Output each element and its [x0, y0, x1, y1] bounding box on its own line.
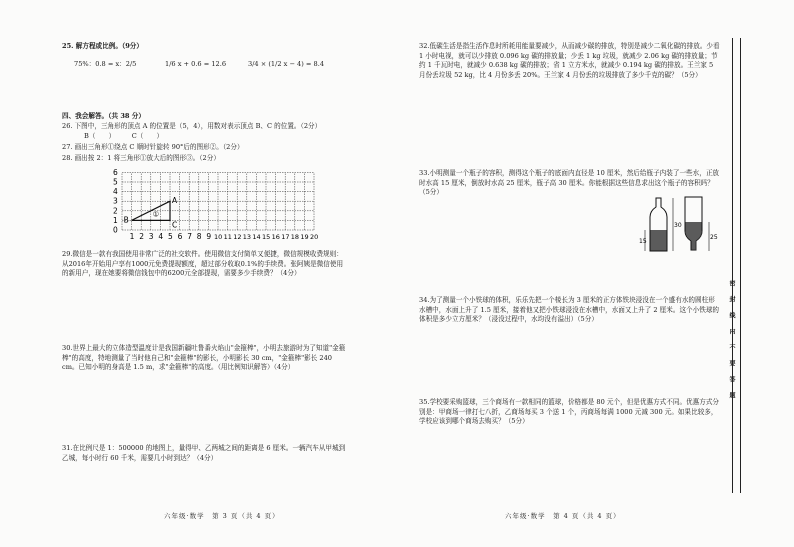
q32-text: 32.低碳生活是指生活作息时所耗用能量要减少，从而减少碳的排放，特别是减少二氧化碳的排放。少看 1 小时电视，就可以少排放 0.096 kg 碳的排放量；少丢 1 kg 垃圾，就减少 2.06 kg 碳的排放量；节约 1 千瓦时电，就减少 0.638 kg 碳的排放；省 1 立方米水，就减少 0.194 kg 碳的排放。王兰家 5 月份丢垃圾 52 kg，比 4 月份多丢 20%。王兰家 4 月份丢的垃圾排放了多少千克的碳？（5分）	[419, 42, 720, 79]
right-footer: 六年级·数学 第 4 页（共 4 页）	[505, 512, 621, 520]
q28-text: 28. 画出按 2：1 将三角形①放大后的图形③。（2分）	[62, 154, 220, 162]
x-tick-label: 19	[300, 233, 309, 241]
y-tick-label: 2	[113, 206, 118, 216]
x-tick-label: 14	[252, 233, 261, 241]
y-tick-label: 5	[113, 177, 118, 187]
q26-text: 26. 下图中，三角形的顶点 A 的位置是（5，4），用数对表示顶点 B、C 的位置。（2分）	[62, 122, 322, 130]
y-tick-label: 6	[113, 167, 118, 177]
x-tick-label: 13	[242, 233, 252, 241]
y-tick-label: 3	[113, 196, 118, 206]
q27-text: 27. 画出三角形①绕点 C 顺时针旋转 90°后的图形②。（2分）	[62, 143, 244, 151]
bottle-figure	[639, 194, 719, 254]
q29-text: 29.微信是一款有我国使用非常广泛的社交软件。使用微信支付简单又便捷，微信规模收费规则：从2016年开始用户享有1000元免费提现额度，超过部分收取0.1%的手续费。张阿姨是微信使用的新用户，现在她要将微信钱包中的6200元全部提现，需要多少手续费？（4分）	[62, 250, 344, 278]
x-tick-label: 8	[196, 232, 202, 241]
point-b-label: B	[123, 215, 129, 225]
binding-notice: 密封线内不要答题	[728, 280, 735, 408]
x-tick-label: 3	[148, 232, 154, 241]
x-tick-label: 4	[158, 232, 164, 241]
x-tick-label: 15	[262, 233, 271, 241]
binding-line-left	[732, 38, 733, 493]
x-tick-label: 16	[271, 233, 280, 241]
x-tick-label: 6	[177, 232, 183, 241]
bottle-label-25: 25	[710, 234, 718, 241]
q30-text: 30.世界上最大的立体造型温度计是我国新疆吐鲁番火焰山"金箍棒"，小明去旅游时为了知道"金箍棒"的高度，特地测量了当时他自己和"金箍棒"的影长，小明影长 30 cm，"金箍棒"影长 240 cm。已知小明的身高是 1.5 m，求"金箍棒"的高度。（用比例知识解答）（4分）	[62, 344, 346, 372]
q33-text: 33.小明测量一个瓶子的容积，测得这个瓶子的底面内直径是 10 厘米，然后给瓶子内装了一些水，正放时水高 15 厘米，倒放时水高 25 厘米，瓶子高 30 厘米。你能根据这些信息求出这个瓶子的容积吗？（5分）	[419, 169, 720, 197]
right-page	[397, 0, 794, 547]
x-tick-label: 10	[214, 233, 223, 241]
y-tick-label: 4	[113, 187, 118, 197]
q34-text: 34.为了测量一个小铁球的体积，乐乐先把一个棱长为 3 厘米的正方体铁块浸没在一个盛有水的圆柱形水槽中，水面上升了 1.5 厘米，接着他又把小铁球浸没在水槽中，水面又上升了 2 厘米。这个小铁球的体积是多少立方厘米？（浸没过程中，水均没有溢出）（5分）	[419, 296, 720, 324]
q25-equation-2: 1/6 x + 0.6 = 12.6	[165, 60, 227, 68]
x-tick-label: 20	[310, 233, 319, 241]
bottle-inverted	[685, 197, 703, 250]
x-tick-label: 2	[139, 232, 144, 241]
q26-blanks: B（ ） C（ ）	[84, 132, 164, 140]
bottle-label-15: 15	[639, 238, 647, 245]
coordinate-grid	[100, 164, 325, 246]
point-a-label: A	[172, 196, 178, 206]
section-4-heading: 四、我会解答。（共 38 分）	[62, 112, 145, 120]
x-tick-label: 1	[129, 232, 135, 241]
binding-line-right	[740, 38, 741, 493]
y-tick-label: 1	[113, 215, 118, 225]
x-tick-label: 18	[290, 233, 300, 241]
x-tick-label: 17	[281, 233, 290, 241]
q35-text: 35.学校要采购篮球，三个商场有一款相同的篮球，价格都是 80 元个，但是优惠方式不同。优惠方式分别是：甲商场一律打七八折，乙商场每买 3 个送 1 个，丙商场每满 1000 元减 300 元。如果比较多，学校应该到哪个商场去购买？（5分）	[419, 398, 720, 426]
y-tick-label: 0	[113, 225, 118, 235]
x-tick-label: 9	[206, 232, 212, 241]
x-tick-label: 12	[233, 233, 242, 241]
left-footer: 六年级·数学 第 3 页（共 4 页）	[164, 512, 280, 520]
bottle-upright	[650, 198, 667, 251]
x-tick-label: 5	[168, 232, 173, 241]
triangle-1-label: ①	[152, 210, 160, 219]
q25-equation-3: 3/4 × (1/2 x − 4) = 8.4	[248, 60, 325, 68]
x-tick-label: 7	[187, 232, 192, 241]
q25-title: 25. 解方程或比例。（9分）	[62, 42, 143, 50]
x-tick-label: 11	[223, 233, 232, 241]
point-c-label: C	[172, 220, 178, 230]
bottle-label-30: 30	[674, 222, 682, 229]
q31-text: 31.在比例尺是 1：500000 的地图上，量得甲、乙两城之间的距离是 6 厘米。一辆汽车从甲城到乙城，每小时行 60 千米，需要几小时到达？（4分）	[62, 444, 346, 462]
grid-lines	[122, 172, 314, 230]
q25-equation-1: 75%：0.8 = x：2/5	[74, 60, 137, 68]
